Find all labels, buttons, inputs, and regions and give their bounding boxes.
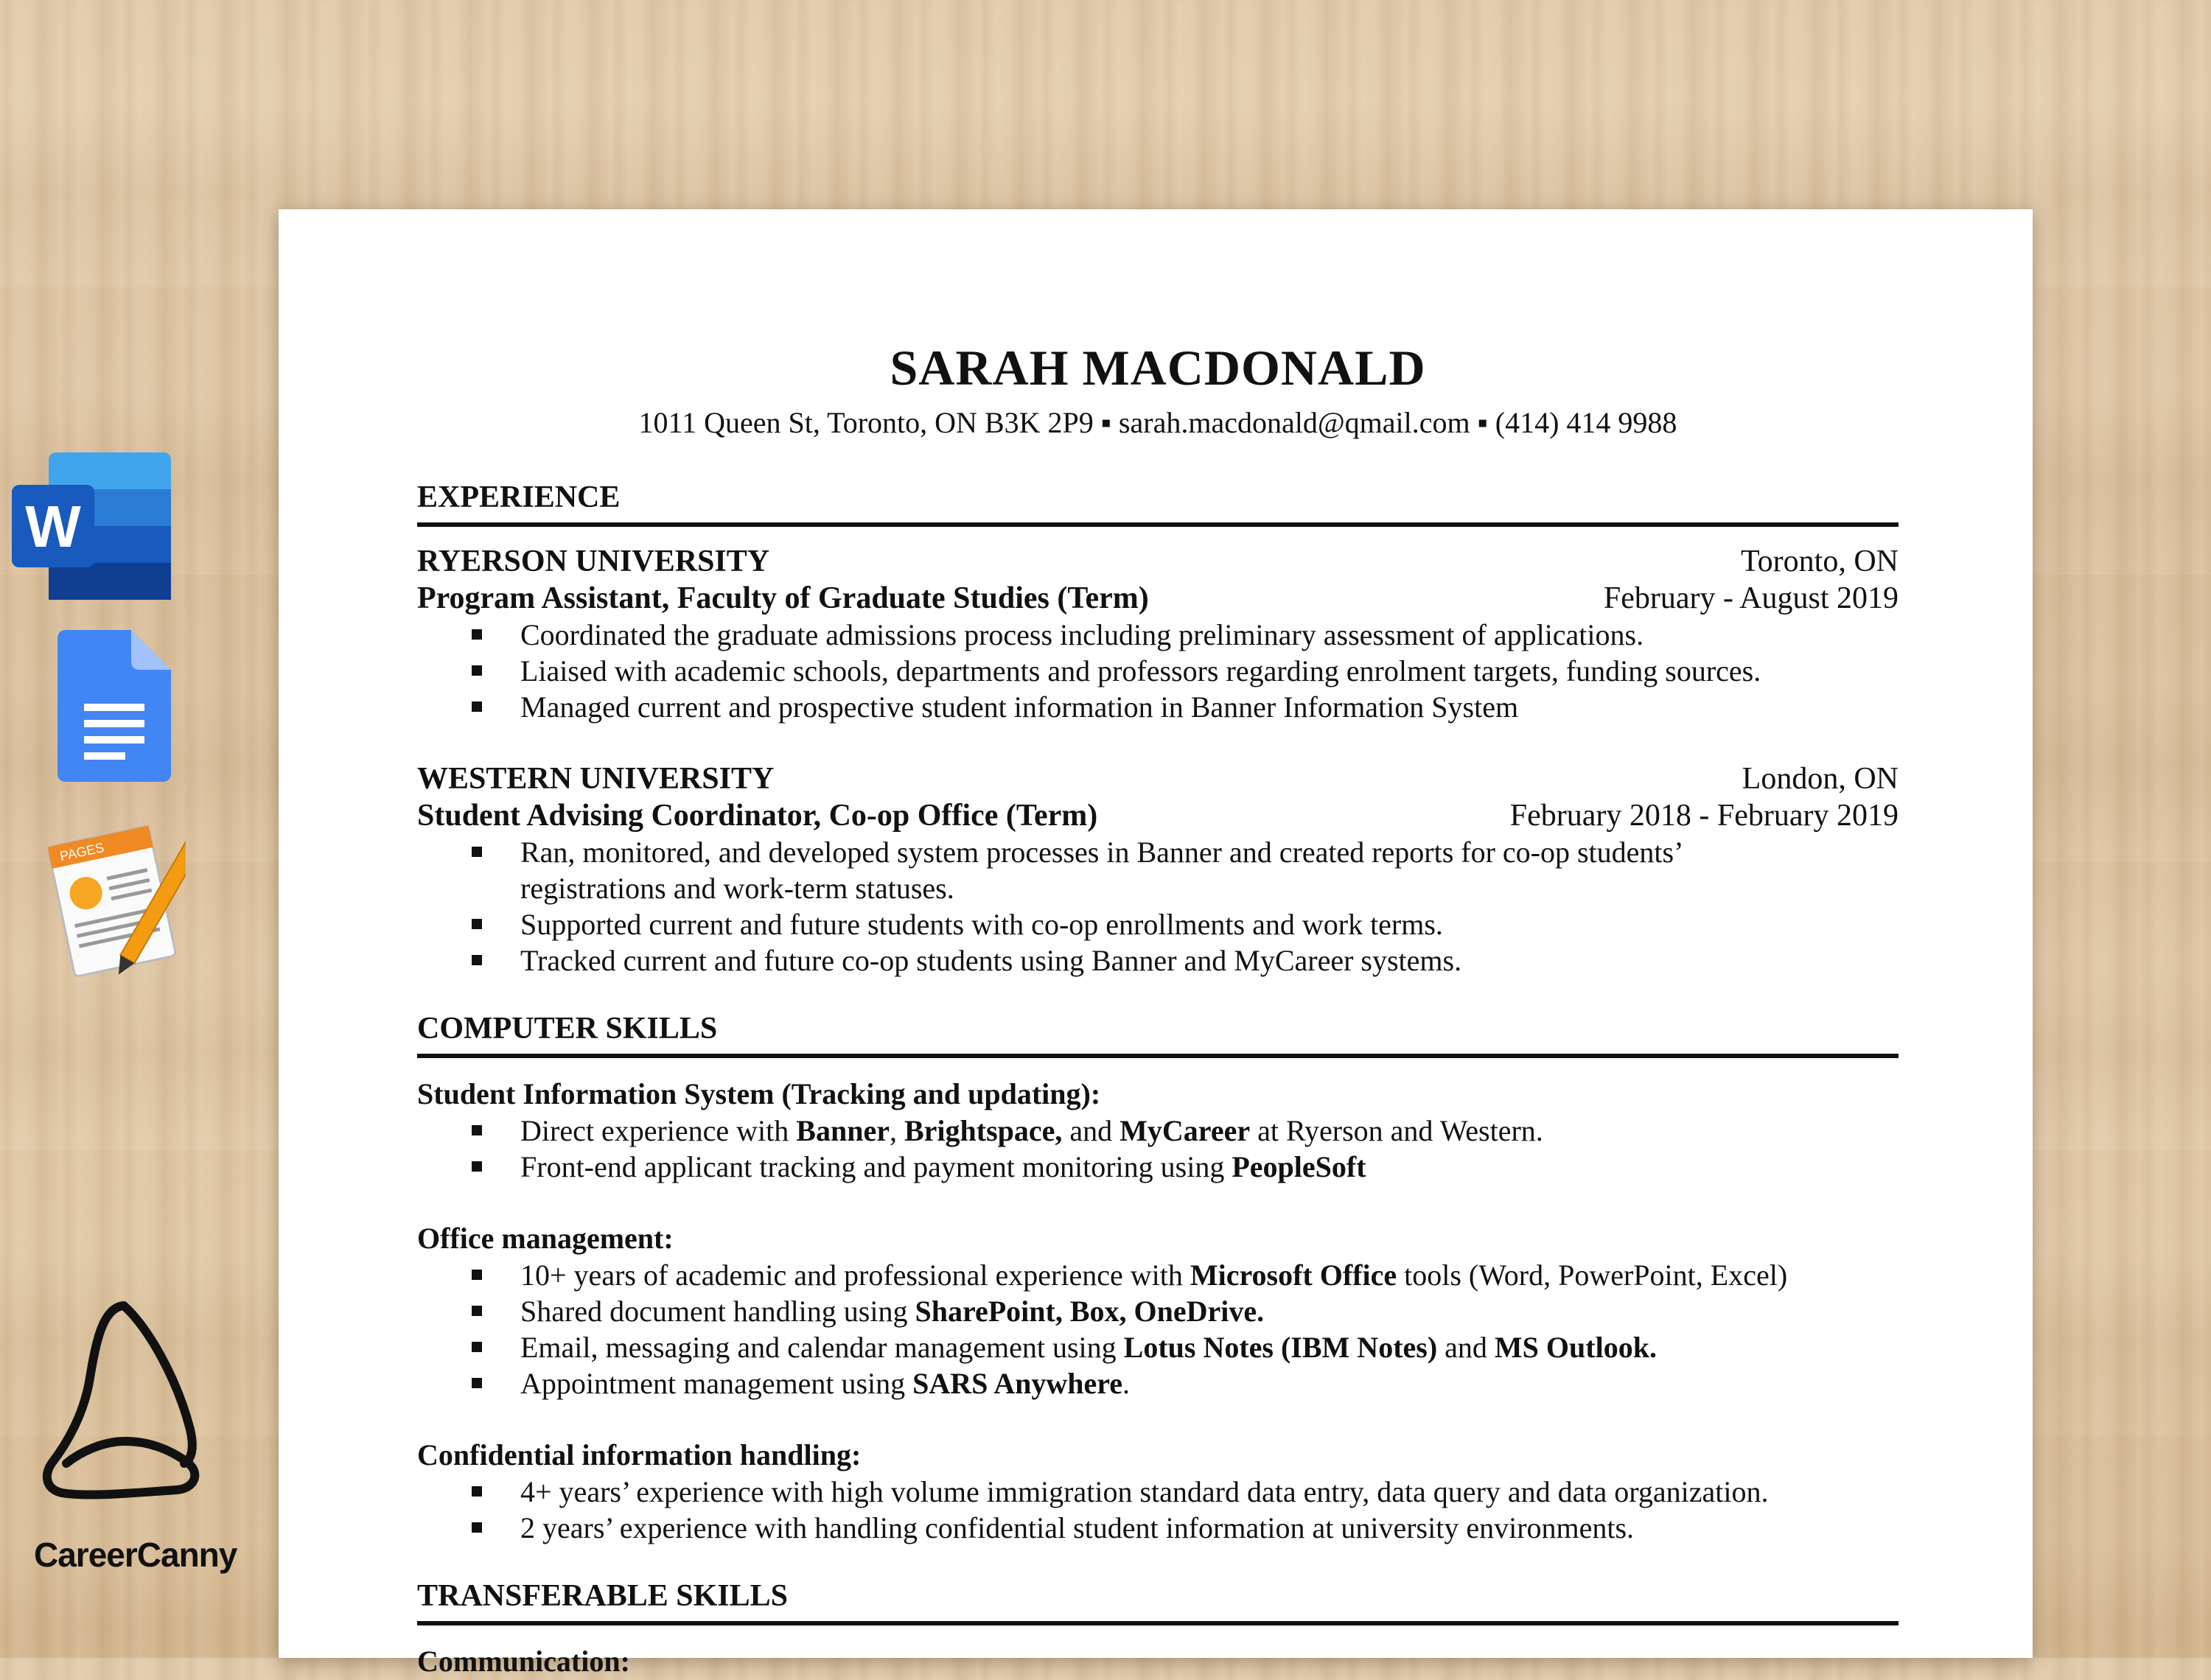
list-item: Appointment management using SARS Anywhere. xyxy=(417,1365,1899,1401)
job-title: Student Advising Coordinator, Co-op Office (Term) xyxy=(417,799,1098,833)
job-location: Toronto, ON xyxy=(1740,545,1899,578)
skills-group-title: Communication: xyxy=(417,1645,630,1678)
list-item: Managed current and prospective student information in Banner Information System xyxy=(417,689,1899,725)
careercanny-logo-icon xyxy=(37,1297,214,1511)
job-western xyxy=(417,760,1899,979)
list-item: 10+ years of academic and professional experience with Microsoft Office tools (Word, PowerPoint, Excel) xyxy=(417,1257,1899,1293)
word-letter: W xyxy=(25,494,81,559)
list-item: Shared document handling using SharePoint, Box, OneDrive. xyxy=(417,1293,1899,1329)
job-title: Program Assistant, Faculty of Graduate Studies (Term) xyxy=(417,581,1149,615)
list-item: 4+ years’ experience with high volume immigration standard data entry, data query and data organization. xyxy=(417,1474,1899,1510)
skills-group-title: Student Information System (Tracking and updating): xyxy=(417,1077,1101,1110)
brand-name: CareerCanny xyxy=(34,1536,237,1574)
list-item: Tracked current and future co-op students using Banner and MyCareer systems. xyxy=(417,942,1899,979)
skills-group-title: Office management: xyxy=(417,1222,674,1255)
apple-pages-icon xyxy=(46,819,186,984)
resume-page xyxy=(279,209,2033,1678)
list-item: Coordinated the graduate admissions process including preliminary assessment of applications. xyxy=(417,617,1899,653)
list-item: Ran, monitored, and developed system processes in Banner and created reports for co-op students’ xyxy=(417,834,1899,870)
skills-group-confidential xyxy=(417,1437,1899,1546)
section-experience: EXPERIENCE xyxy=(417,478,1899,527)
skills-group-title: Confidential information handling: xyxy=(417,1438,862,1471)
job-org: RYERSON UNIVERSITY xyxy=(417,545,770,578)
list-item: Email, messaging and calendar management using Lotus Notes (IBM Notes) and MS Outlook. xyxy=(417,1329,1899,1365)
list-item: Direct experience with Banner, Brightspace, and MyCareer at Ryerson and Western. xyxy=(417,1113,1899,1149)
job-ryerson xyxy=(417,543,1899,725)
list-item-continuation: registrations and work-term statuses. xyxy=(520,872,954,905)
job-dates: February 2018 - February 2019 xyxy=(1509,799,1899,833)
skills-group-office xyxy=(417,1220,1899,1401)
section-computer-skills: COMPUTER SKILLS xyxy=(417,1009,1899,1058)
list-item: Front-end applicant tracking and payment monitoring using PeopleSoft xyxy=(417,1149,1899,1185)
list-item: 2 years’ experience with handling confidential student information at university environments. xyxy=(417,1510,1899,1546)
google-docs-icon xyxy=(57,630,171,782)
list-item: Liaised with academic schools, departments and professors regarding enrolment targets, funding sources. xyxy=(417,653,1899,689)
contact-line: 1011 Queen St, Toronto, ON B3K 2P9 ▪ sarah.macdonald@qmail.com ▪ (414) 414 9988 xyxy=(638,406,1677,439)
skills-group-sis xyxy=(417,1076,1899,1185)
microsoft-word-icon xyxy=(12,452,171,600)
job-location: London, ON xyxy=(1742,762,1899,796)
job-dates: February - August 2019 xyxy=(1603,581,1899,615)
resume-name: SARAH MACDONALD xyxy=(890,340,1426,396)
list-item: Supported current and future students with co-op enrollments and work terms. xyxy=(417,906,1899,942)
section-transferable-skills: TRANSFERABLE SKILLS xyxy=(417,1577,1899,1625)
pages-label: PAGES xyxy=(58,839,105,864)
job-org: WESTERN UNIVERSITY xyxy=(417,762,775,796)
